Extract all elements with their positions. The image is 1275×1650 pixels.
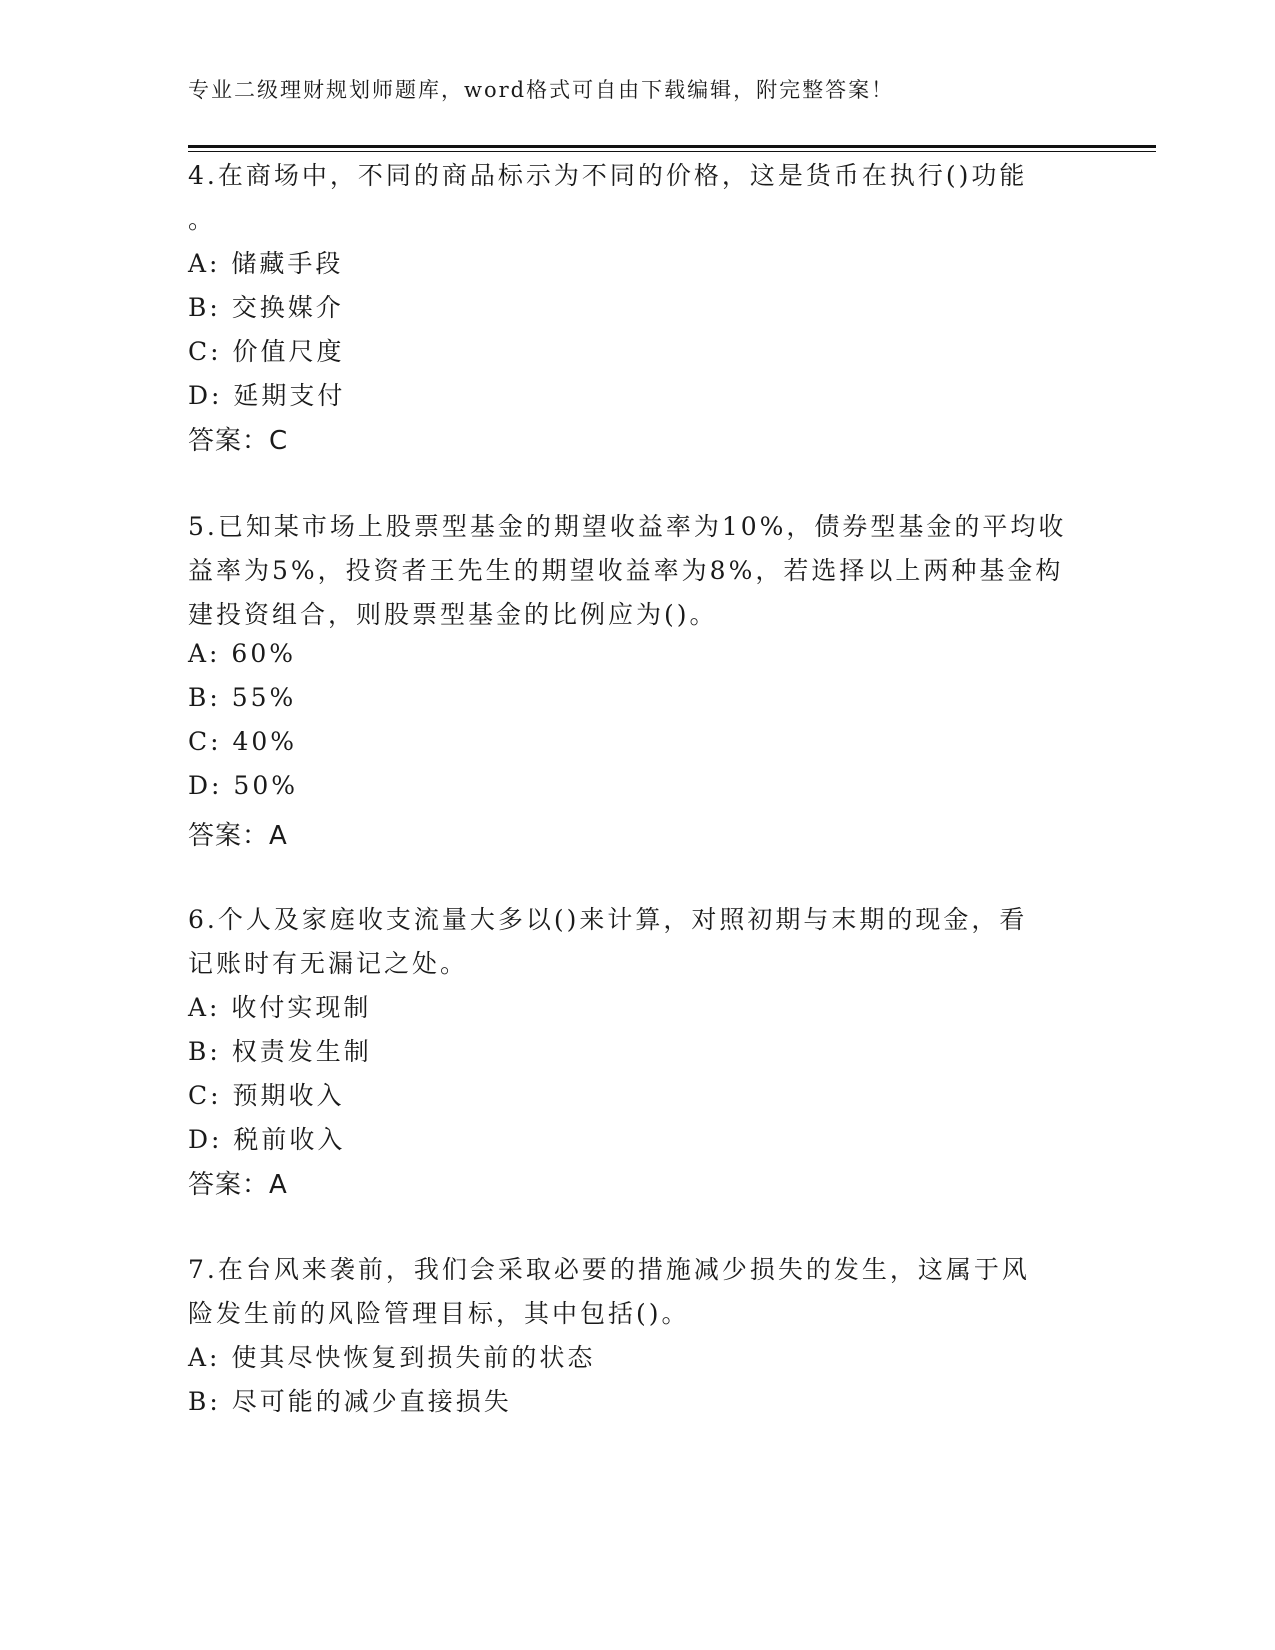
question-4-option-c: C: 价值尺度 xyxy=(188,337,345,366)
question-4-option-d: D: 延期支付 xyxy=(188,381,346,410)
question-6-option-c: C: 预期收入 xyxy=(188,1081,345,1110)
question-5-option-c: C: 40% xyxy=(188,727,298,756)
question-5-answer: 答案：A xyxy=(188,821,288,851)
question-5-option-d: D: 50% xyxy=(188,771,298,800)
question-4-line-1: 4.在商场中，不同的商品标示为不同的价格，这是货币在执行()功能 xyxy=(188,161,1028,190)
question-6-answer: 答案：A xyxy=(188,1170,288,1200)
header-rule-thick xyxy=(188,145,1156,148)
question-5-option-a: A: 60% xyxy=(188,639,296,668)
question-5-line-1: 5.已知某市场上股票型基金的期望收益率为10%，债券型基金的平均收 xyxy=(188,512,1067,541)
question-6-line-2: 记账时有无漏记之处。 xyxy=(188,949,469,978)
question-5-line-2: 益率为5%，投资者王先生的期望收益率为8%，若选择以上两种基金构 xyxy=(188,556,1064,585)
question-5-option-b: B: 55% xyxy=(188,683,297,712)
question-4-line-2: 。 xyxy=(188,205,217,234)
question-7-option-b: B: 尽可能的减少直接损失 xyxy=(188,1387,512,1416)
question-4-answer: 答案：C xyxy=(188,426,289,456)
question-6-line-1: 6.个人及家庭收支流量大多以()来计算，对照初期与末期的现金，看 xyxy=(188,905,1028,934)
page-header: 专业二级理财规划师题库，word格式可自由下载编辑，附完整答案！ xyxy=(188,78,895,102)
question-7-line-2: 险发生前的风险管理目标，其中包括()。 xyxy=(188,1299,690,1328)
question-6-option-d: D: 税前收入 xyxy=(188,1125,346,1154)
question-4-option-b: B: 交换媒介 xyxy=(188,293,344,322)
question-7-line-1: 7.在台风来袭前，我们会采取必要的措施减少损失的发生，这属于风 xyxy=(188,1255,1030,1284)
header-rule-thin xyxy=(188,151,1156,152)
question-6-option-b: B: 权责发生制 xyxy=(188,1037,372,1066)
question-6-option-a: A: 收付实现制 xyxy=(188,993,372,1022)
question-4-option-a: A: 储藏手段 xyxy=(188,249,344,278)
question-7-option-a: A: 使其尽快恢复到损失前的状态 xyxy=(188,1343,596,1372)
question-5-line-3: 建投资组合，则股票型基金的比例应为()。 xyxy=(188,600,718,629)
